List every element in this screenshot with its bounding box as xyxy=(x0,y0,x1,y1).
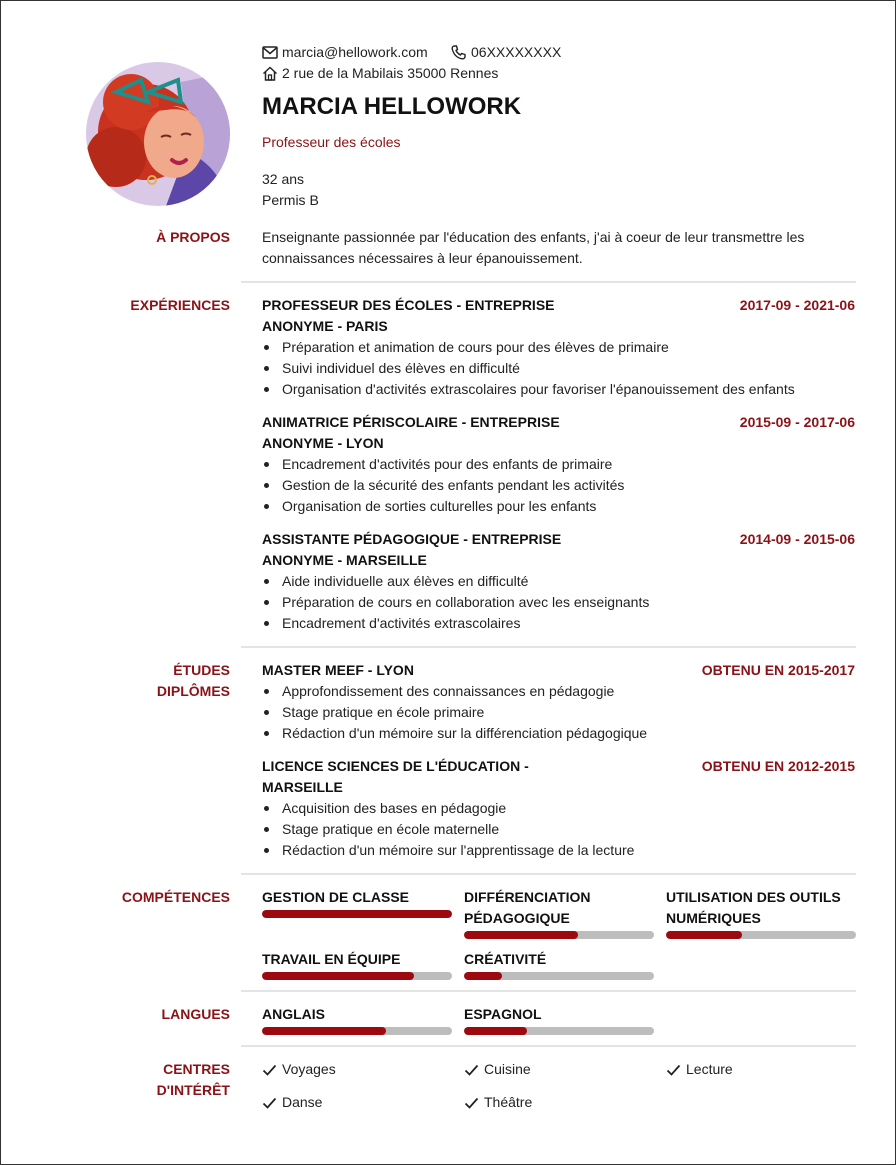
skill-bar-fill xyxy=(464,972,502,980)
skill-item xyxy=(262,949,452,980)
language-bar-fill xyxy=(464,1027,527,1035)
about-label: À PROPOS xyxy=(156,229,230,245)
interest-item xyxy=(464,1059,531,1080)
skill-name-line-2: NUMÉRIQUES xyxy=(666,910,761,926)
skill-name: TRAVAIL EN ÉQUIPE xyxy=(262,951,401,967)
skill-bar-fill xyxy=(262,972,414,980)
interest-item xyxy=(666,1059,733,1080)
experience-dates: 2017-09 - 2021-06 xyxy=(739,297,855,313)
skill-bar xyxy=(262,972,452,980)
interest-item xyxy=(262,1092,322,1113)
experience-company: ANONYME - MARSEILLE xyxy=(262,552,427,568)
list-item: Encadrement d'activités pour des enfants de primaire xyxy=(262,454,624,475)
skill-item xyxy=(464,949,654,980)
check-icon xyxy=(666,1064,681,1076)
list-item: Approfondissement des connaissances en pédagogie xyxy=(262,681,647,702)
interest-label: Lecture xyxy=(686,1061,733,1077)
check-icon xyxy=(262,1097,277,1109)
divider xyxy=(241,873,856,875)
experience-dates: 2014-09 - 2015-06 xyxy=(739,531,855,547)
experience-tasks xyxy=(262,337,795,400)
language-item xyxy=(464,1004,654,1035)
skill-name-line-2: PÉDAGOGIQUE xyxy=(464,910,570,926)
list-item: Gestion de la sécurité des enfants pendant les activités xyxy=(262,475,624,496)
divider xyxy=(241,990,856,992)
job-title: Professeur des écoles xyxy=(262,134,401,150)
skill-bar-fill xyxy=(464,931,578,939)
list-item: Préparation et animation de cours pour des élèves de primaire xyxy=(262,337,795,358)
skill-item xyxy=(464,887,654,939)
experience-title: PROFESSEUR DES ÉCOLES - ENTREPRISE xyxy=(262,297,555,313)
experience-tasks xyxy=(262,454,624,517)
divider xyxy=(241,281,856,283)
avatar-illustration xyxy=(86,62,230,206)
language-bar xyxy=(464,1027,654,1035)
skill-bar xyxy=(262,910,452,918)
contact-phone[interactable]: 06XXXXXXXX xyxy=(471,44,562,60)
interest-item xyxy=(262,1059,336,1080)
divider xyxy=(241,646,856,648)
interest-label: Théâtre xyxy=(484,1094,533,1110)
check-icon xyxy=(464,1097,479,1109)
interests-label-2: D'INTÉRÊT xyxy=(156,1082,230,1098)
interests-label-1: CENTRES xyxy=(163,1061,230,1077)
skills-label: COMPÉTENCES xyxy=(121,889,230,905)
full-name: MARCIA HELLOWORK xyxy=(262,93,522,120)
phone-icon xyxy=(451,45,466,60)
contact-email[interactable]: marcia@hellowork.com xyxy=(282,44,428,60)
list-item: Stage pratique en école maternelle xyxy=(262,819,634,840)
skill-bar xyxy=(464,931,654,939)
list-item: Encadrement d'activités extrascolaires xyxy=(262,613,649,634)
list-item: Préparation de cours en collaboration avec les enseignants xyxy=(262,592,649,613)
experiences-label: EXPÉRIENCES xyxy=(130,297,230,313)
education-label-2: DIPLÔMES xyxy=(156,683,230,699)
degree-dates: OBTENU EN 2015-2017 xyxy=(701,662,855,678)
list-item: Organisation d'activités extrascolaires pour favoriser l'épanouissement des enfants xyxy=(262,379,795,400)
degree-title: MASTER MEEF - LYON xyxy=(262,662,414,678)
skill-name: DIFFÉRENCIATION xyxy=(464,889,591,905)
experience-dates: 2015-09 - 2017-06 xyxy=(739,414,855,430)
skill-name: UTILISATION DES OUTILS xyxy=(666,889,841,905)
age: 32 ans xyxy=(262,171,305,187)
list-item: Rédaction d'un mémoire sur l'apprentissage de la lecture xyxy=(262,840,634,861)
interest-label: Cuisine xyxy=(484,1061,531,1077)
language-name: ANGLAIS xyxy=(262,1006,325,1022)
skill-name: GESTION DE CLASSE xyxy=(262,889,410,905)
experience-tasks xyxy=(262,571,649,634)
skill-bar xyxy=(666,931,856,939)
about-line-1: Enseignante passionnée par l'éducation des enfants, j'ai à coeur de leur transmettre les xyxy=(262,229,805,245)
degree-details xyxy=(262,681,647,744)
about-line-2: connaissances nécessaires à leur épanouissement. xyxy=(262,250,583,266)
interest-label: Voyages xyxy=(282,1061,336,1077)
divider xyxy=(241,1045,856,1047)
check-icon xyxy=(262,1064,277,1076)
experience-title: ANIMATRICE PÉRISCOLAIRE - ENTREPRISE xyxy=(262,414,560,430)
interest-item xyxy=(464,1092,532,1113)
list-item: Suivi individuel des élèves en difficulté xyxy=(262,358,795,379)
degree-dates: OBTENU EN 2012-2015 xyxy=(701,758,855,774)
education-label-1: ÉTUDES xyxy=(173,662,230,678)
interest-label: Danse xyxy=(282,1094,323,1110)
list-item: Aide individuelle aux élèves en difficulté xyxy=(262,571,649,592)
experience-title: ASSISTANTE PÉDAGOGIQUE - ENTREPRISE xyxy=(262,531,562,547)
skill-name: CRÉATIVITÉ xyxy=(464,951,547,967)
language-bar-fill xyxy=(262,1027,386,1035)
experience-company: ANONYME - LYON xyxy=(262,435,384,451)
driving-license: Permis B xyxy=(262,192,319,208)
avatar xyxy=(86,62,230,206)
languages-label: LANGUES xyxy=(161,1006,230,1022)
language-bar xyxy=(262,1027,452,1035)
list-item: Acquisition des bases en pédagogie xyxy=(262,798,634,819)
skill-bar-fill xyxy=(262,910,452,918)
mail-icon xyxy=(262,46,278,59)
language-item xyxy=(262,1004,452,1035)
list-item: Stage pratique en école primaire xyxy=(262,702,647,723)
language-name: ESPAGNOL xyxy=(464,1006,542,1022)
skill-bar xyxy=(464,972,654,980)
contact-address: 2 rue de la Mabilais 35000 Rennes xyxy=(282,65,499,81)
skill-item xyxy=(262,887,452,918)
degree-details xyxy=(262,798,634,861)
skill-item xyxy=(666,887,856,939)
experience-company: ANONYME - PARIS xyxy=(262,318,388,334)
list-item: Organisation de sorties culturelles pour les enfants xyxy=(262,496,624,517)
list-item: Rédaction d'un mémoire sur la différenciation pédagogique xyxy=(262,723,647,744)
check-icon xyxy=(464,1064,479,1076)
degree-location: MARSEILLE xyxy=(262,779,343,795)
skill-bar-fill xyxy=(666,931,742,939)
degree-title: LICENCE SCIENCES DE L'ÉDUCATION - xyxy=(262,758,529,774)
home-icon xyxy=(262,66,278,81)
